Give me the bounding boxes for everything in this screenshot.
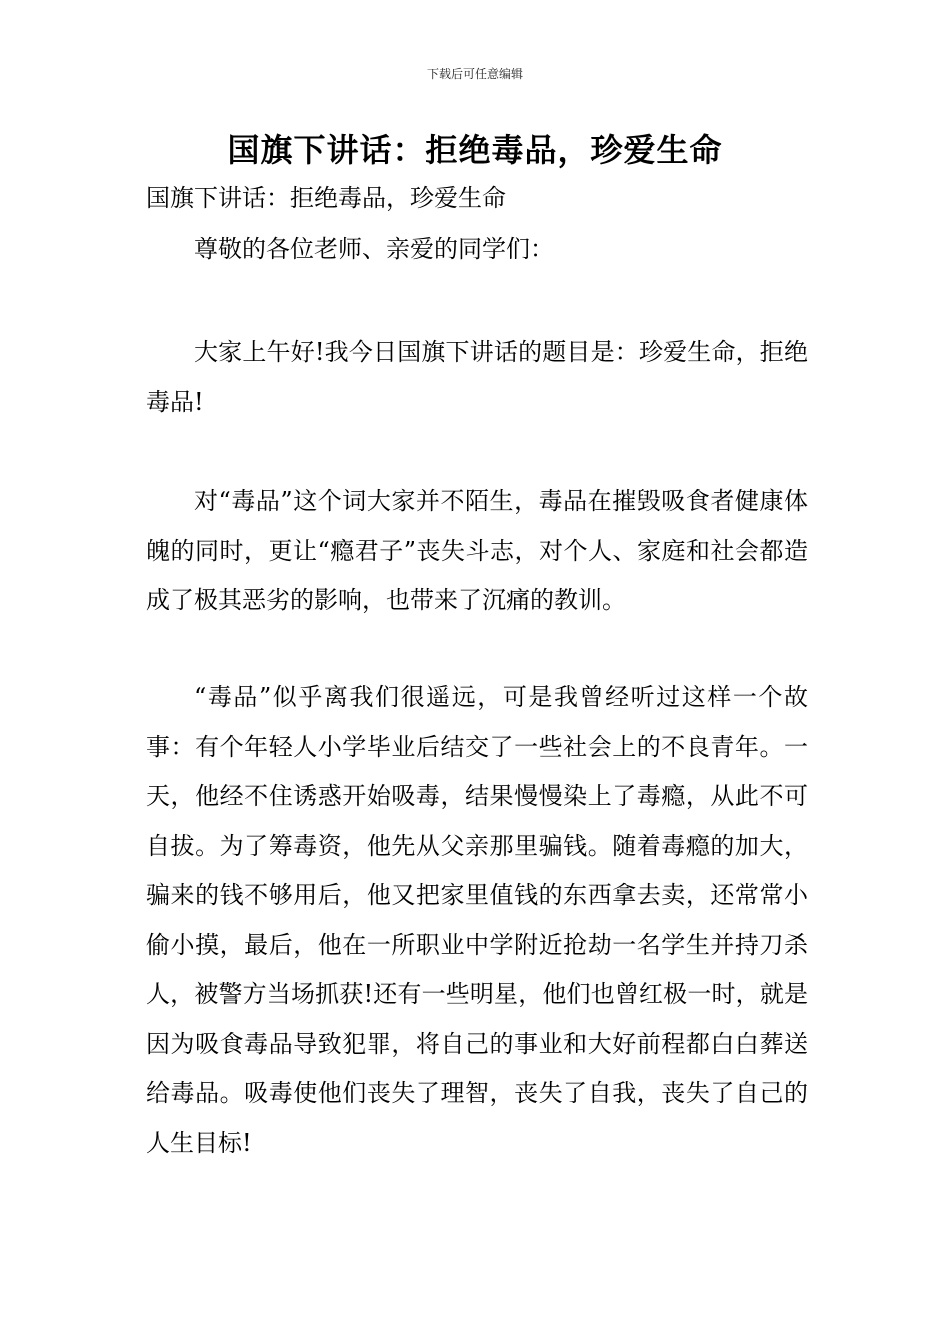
document-subtitle: 国旗下讲话：拒绝毒品，珍爱生命 [146,184,506,212]
document-title: 国旗下讲话：拒绝毒品，珍爱生命 [227,131,723,169]
header-note: 下载后可任意编辑 [426,67,523,81]
greeting-line: 尊敬的各位老师、亲爱的同学们： [194,235,554,263]
paragraph-3: “毒品”似乎离我们很遥远，可是我曾经听过这样一个故事：有个年轻人小学毕业后结交了一些社会上的不良青年。一天，他经不住诱惑开始吸毒，结果慢慢染上了毒瘾，从此不可自拔。为了筹毒资，他先从父亲那里骗钱。随着毒瘾的加大，骗来的钱不够用后，他又把家里值钱的东西拿去卖，还常常小偷小摸，最后，他在一所职业中学附近抢劫一名学生并持刀杀人，被警方当场抓获!还有一些明星，他们也曾红极一时，就是因为吸食毒品导致犯罪，将自己的事业和大好前程都白白葬送给毒品。吸毒使他们丧失了理智，丧失了自我，丧失了自己的人生目标! [146,683,808,1157]
paragraph-1: 大家上午好!我今日国旗下讲话的题目是：珍爱生命，拒绝毒品! [146,338,808,416]
paragraph-2: 对“毒品”这个词大家并不陌生，毒品在摧毁吸食者健康体魄的同时，更让“瘾君子”丧失斗志，对个人、家庭和社会都造成了极其恶劣的影响，也带来了沉痛的教训。 [146,487,808,614]
